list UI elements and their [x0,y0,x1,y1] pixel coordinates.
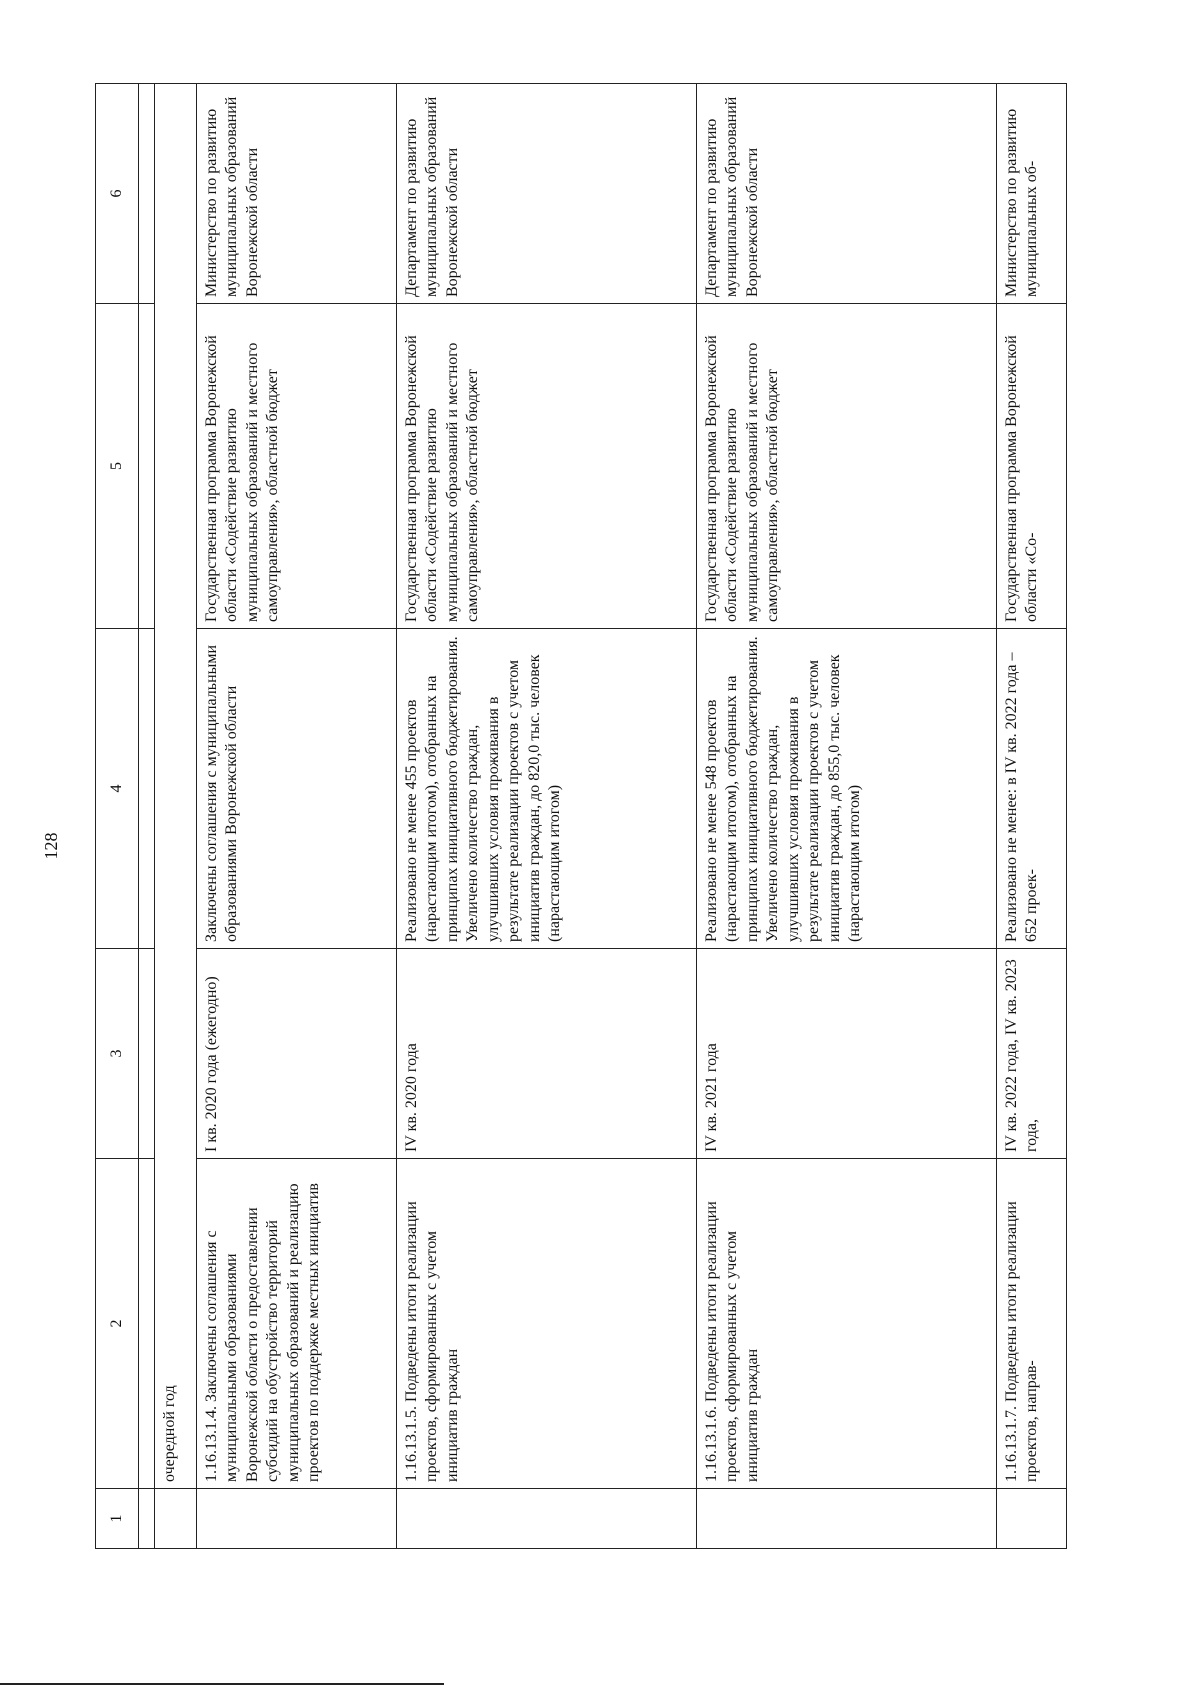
cell-col-3: I кв. 2020 года (ежегодно) [197,949,397,1159]
header-col-2: 2 [96,1159,139,1489]
spacer-cell [139,629,155,949]
subheader-cell: очередной год [155,84,197,1489]
header-col-1: 1 [96,1489,139,1549]
spacer-cell [139,949,155,1159]
cell-col-4: Заключены соглашения с муниципальными образованиями Воронежской области [197,629,397,949]
cell-col-2: 1.16.13.1.6. Подведены итоги реализации проектов, сформированных с учетом инициатив граждан [697,1159,997,1489]
spacer-cell [139,1159,155,1489]
table-row [397,84,697,1549]
footer-rule [0,1683,444,1685]
cell-col-1 [197,1489,397,1549]
cell-col-5: Государственная программа Воронежской области «Содействие развитию муниципальных образований и местного самоуправления», областной бюджет [397,304,697,629]
cell-col-4: Реализовано не менее 548 проектов (нарастающим итогом), отобранных на принципах инициативного бюджетирования. Увеличено количество граждан, улучшивших условия проживания в результате реализации проектов с учетом инициатив граждан, до 855,0 тыс. человек (нарастающим итогом) [697,629,997,949]
cell-col-6: Министерство по развитию муниципальных об- [997,84,1067,304]
cell-col-4: Реализовано не менее: в IV кв. 2022 года – 652 проек- [997,629,1067,949]
header-col-5: 5 [96,304,139,629]
header-col-4: 4 [96,629,139,949]
subheader-row [155,84,197,1549]
cell-col-5: Государственная программа Воронежской области «Со- [997,304,1067,629]
plan-table [95,83,1067,1549]
cell-col-4: Реализовано не менее 455 проектов (нарастающим итогом), отобранных на принципах инициативного бюджетирования. Увеличено количество граждан, улучшивших условия проживания в результате реализации проектов с учетом инициатив граждан, до 820,0 тыс. человек (нарастающим итогом) [397,629,697,949]
cell-col-2: 1.16.13.1.7. Подведены итоги реализации проектов, направ- [997,1159,1067,1489]
rotated-table-frame [95,84,1185,1549]
cell-col-6: Департамент по развитию муниципальных образований Воронежской области [397,84,697,304]
spacer-cell [139,304,155,629]
header-col-3: 3 [96,949,139,1159]
document-table-wrapper [95,84,1185,1549]
cell-col-2: 1.16.13.1.5. Подведены итоги реализации проектов, сформированных с учетом инициатив граждан [397,1159,697,1489]
table-row [697,84,997,1549]
cell-col-5: Государственная программа Воронежской области «Содействие развитию муниципальных образований и местного самоуправления», областной бюджет [697,304,997,629]
table-row [997,84,1067,1549]
table-row [197,84,397,1549]
cell-col-3: IV кв. 2022 года, IV кв. 2023 года, [997,949,1067,1159]
subheader-empty-cell [155,1489,197,1549]
cell-col-5: Государственная программа Воронежской области «Содействие развитию муниципальных образований и местного самоуправления», областной бюджет [197,304,397,629]
cell-col-6: Министерство по развитию муниципальных образований Воронежской области [197,84,397,304]
spacer-cell [139,1489,155,1549]
spacer-row [139,84,155,1549]
table-header-row [96,84,139,1549]
cell-col-1 [697,1489,997,1549]
cell-col-1 [397,1489,697,1549]
cell-col-3: IV кв. 2021 года [697,949,997,1159]
spacer-cell [139,84,155,304]
cell-col-2: 1.16.13.1.4. Заключены соглашения с муниципальными образованиями Воронежской области о предоставлении субсидий на обустройство территорий муниципальных образований и реализацию проектов по поддержке местных инициатив [197,1159,397,1489]
cell-col-6: Департамент по развитию муниципальных образований Воронежской области [697,84,997,304]
cell-col-1 [997,1489,1067,1549]
header-col-6: 6 [96,84,139,304]
cell-col-3: IV кв. 2020 года [397,949,697,1159]
page-number: 128 [41,832,61,860]
